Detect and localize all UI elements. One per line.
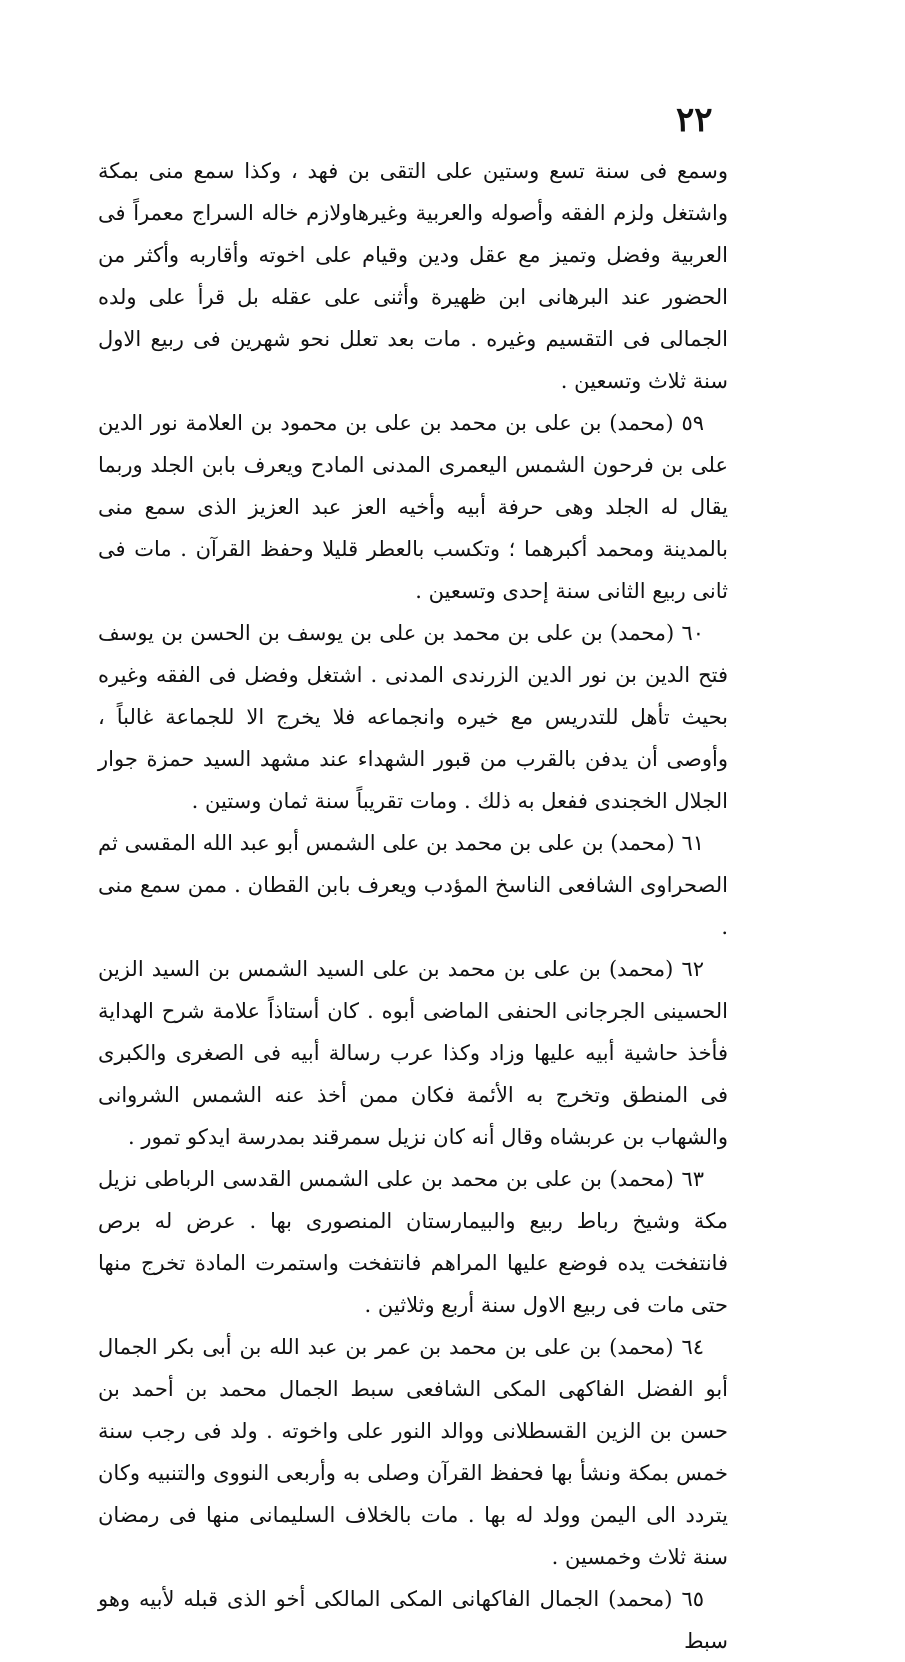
entry-59: ٥٩ (محمد) بن على بن محمد بن على بن محمود بن العلامة نور الدين على بن فرحون الشمس اليعمرى المدنى المادح ويعرف بابن الجلد وربما يقال له الجلد وهى حرفة أبيه وأخيه العز عبد العزيز الذى سمع منى بالمدينة ومحمد أكبرهما ؛ وتكسب بالعطر قليلا وحفظ القرآن . مات فى ثانى ربيع الثانى سنة إحدى وتسعين . xyxy=(98,411,728,603)
entry-60: ٦٠ (محمد) بن على بن محمد بن على بن يوسف بن الحسن بن يوسف فتح الدين بن نور الدين الزرندى المدنى . اشتغل وفضل فى الفقه وغيره بحيث تأهل للتدريس مع خيره وانجماعه فلا يخرج الا للجماعة غالباً ، وأوصى أن يدفن بالقرب من قبور الشهداء عند مشهد السيد حمزة جوار الجلال الخجندى ففعل به ذلك . ومات تقريباً سنة ثمان وستين . xyxy=(98,621,728,813)
entry-63: ٦٣ (محمد) بن على بن محمد بن على الشمس القدسى الرباطى نزيل مكة وشيخ رباط ربيع والبيمارستان المنصورى بها . عرض له برص فانتفخت يده فوضع عليها المراهم فانتفخت واستمرت المادة تخرج منها حتى مات فى ربيع الاول سنة أربع وثلاثين . xyxy=(98,1167,728,1317)
entry-65: ٦٥ (محمد) الجمال الفاكهانى المكى المالكى أخو الذى قبله لأبيه وهو سبط xyxy=(98,1587,728,1653)
entry-61: ٦١ (محمد) بن على بن محمد بن على الشمس أبو عبد الله المقسى ثم الصحراوى الشافعى الناسخ المؤدب ويعرف بابن القطان . ممن سمع منى . xyxy=(98,831,728,939)
entry-64: ٦٤ (محمد) بن على بن محمد بن عمر بن عبد الله بن أبى بكر الجمال أبو الفضل الفاكهى المكى الشافعى سبط الجمال محمد بن أحمد بن حسن بن الزين القسطلانى ووالد النور على واخوته . ولد فى رجب سنة خمس بمكة ونشأ بها فحفظ القرآن وصلى به وأربعى النووى والتنبيه وكان يتردد الى اليمن وولد له بها . مات بالخلاف السليمانى منها فى رمضان سنة ثلاث وخمسين . xyxy=(98,1335,728,1569)
page-number: ٢٢ xyxy=(676,100,713,140)
text-body xyxy=(98,150,728,1662)
paragraph-continuation: وسمع فى سنة تسع وستين على التقى بن فهد ، وكذا سمع منى بمكة واشتغل ولزم الفقه وأصوله والعربية وغيرهاولازم خاله السراج معمراً فى العربية وفضل وتميز مع عقل ودين وقيام على اخوته وأقاربه وأكثر من الحضور عند البرهانى ابن ظهيرة وأثنى على عقله بل قرأ على ولده الجمالى فى التقسيم وغيره . مات بعد تعلل نحو شهرين فى ربيع الاول سنة ثلاث وتسعين . xyxy=(98,159,728,393)
entry-62: ٦٢ (محمد) بن على بن محمد بن على السيد الشمس بن السيد الزين الحسينى الجرجانى الحنفى الماضى أبوه . كان أستاذاً علامة شرح الهداية فأخذ حاشية أبيه عليها وزاد وكذا عرب رسالة أبيه فى الصغرى والكبرى فى المنطق وتخرج به الأئمة فكان ممن أخذ عنه الشمس الشروانى والشهاب بن عربشاه وقال أنه كان نزيل سمرقند بمدرسة ايدكو تمور . xyxy=(98,957,728,1149)
